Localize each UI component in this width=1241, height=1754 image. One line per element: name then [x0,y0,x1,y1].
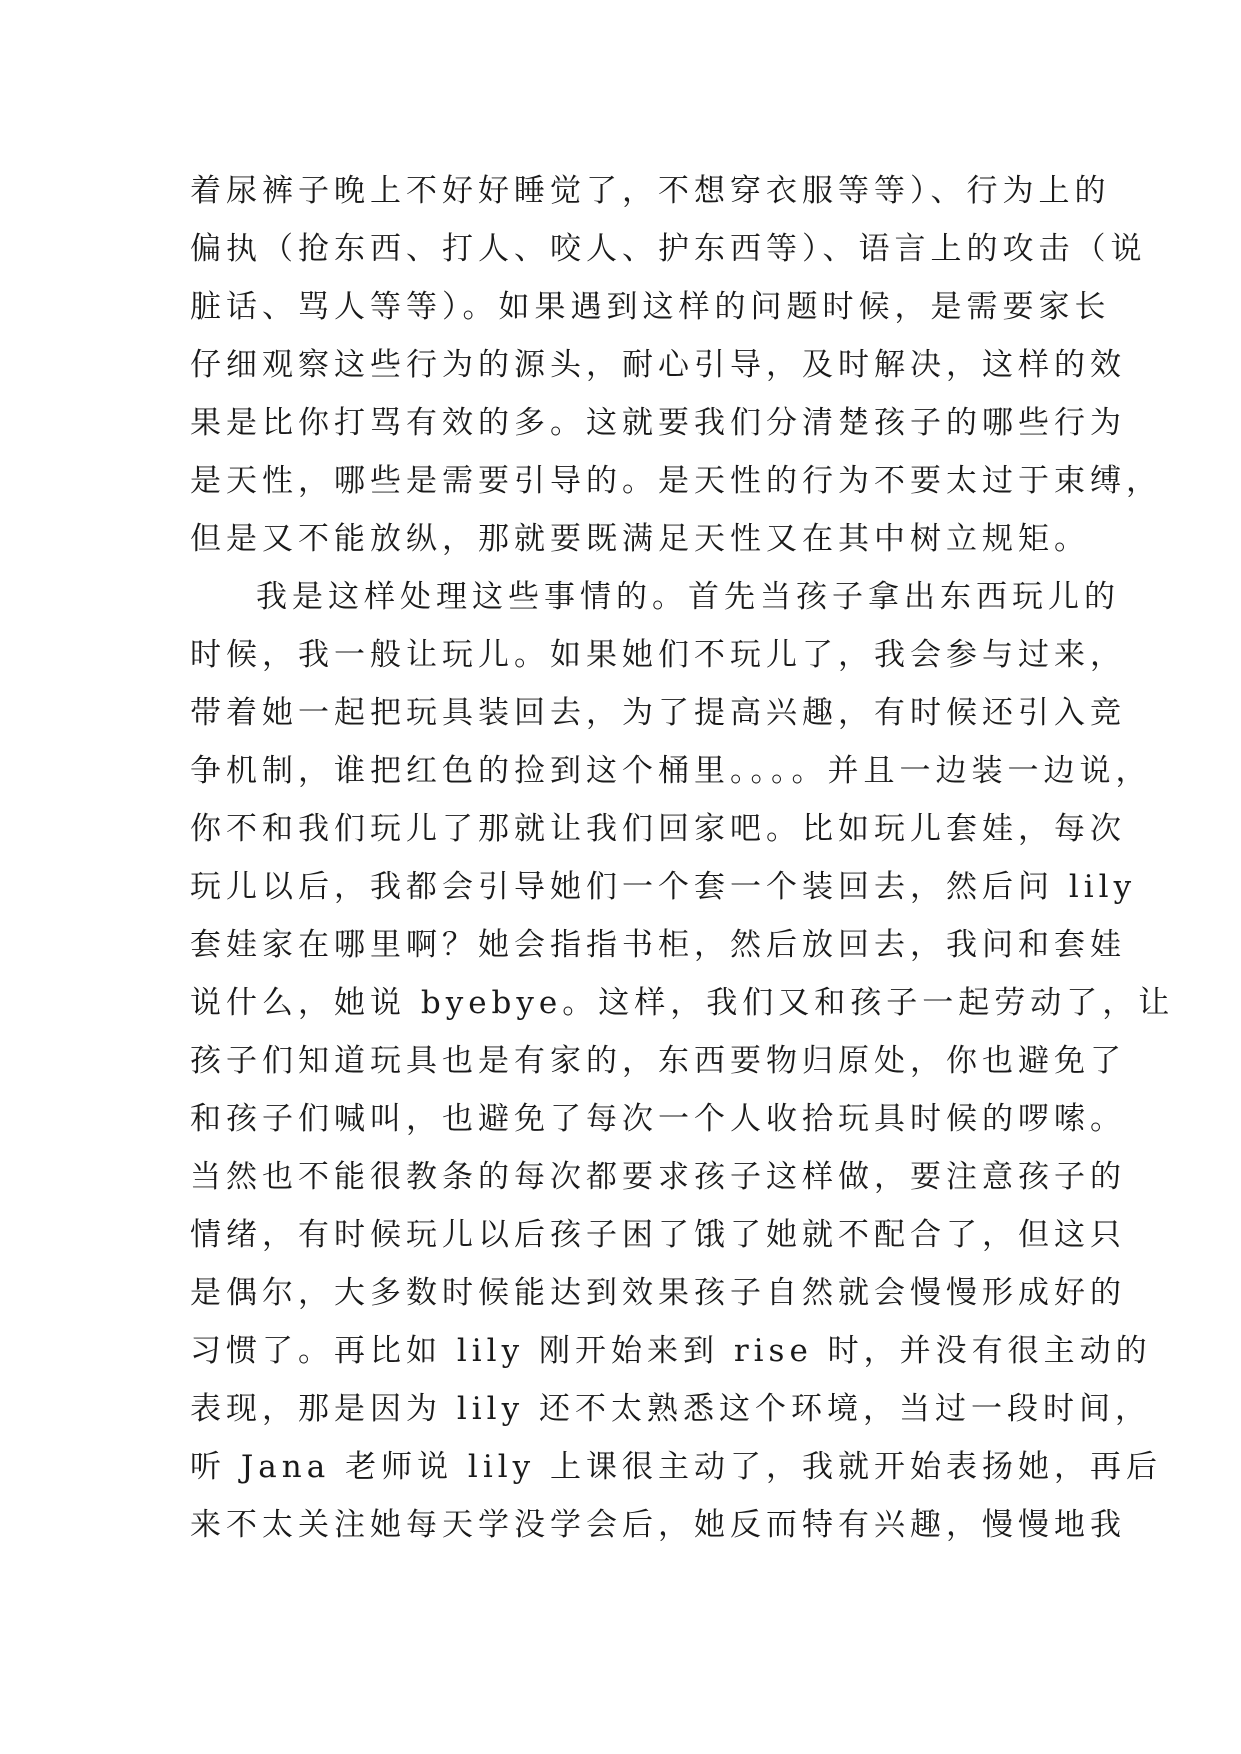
text-line: 套娃家在哪里啊？她会指指书柜，然后放回去，我问和套娃 [190,927,1126,963]
text-line: 情绪，有时候玩儿以后孩子困了饿了她就不配合了，但这只 [190,1217,1126,1253]
body-text [190,162,1175,1554]
text-line: 和孩子们喊叫，也避免了每次一个人收拾玩具时候的啰嗦。 [190,1101,1126,1137]
text-line: 仔细观察这些行为的源头，耐心引导，及时解决，这样的效 [190,347,1126,383]
text-line: 当然也不能很教条的每次都要求孩子这样做，要注意孩子的 [190,1159,1126,1195]
text-line: 玩儿以后，我都会引导她们一个套一个装回去，然后问 lily [190,869,1137,905]
text-line: 听 Jana 老师说 lily 上课很主动了，我就开始表扬她，再后 [190,1449,1163,1485]
text-line: 来不太关注她每天学没学会后，她反而特有兴趣，慢慢地我 [190,1507,1126,1543]
text-line: 争机制，谁把红色的捡到这个桶里。。。。并且一边装一边说， [190,753,1152,789]
text-line: 你不和我们玩儿了那就让我们回家吧。比如玩儿套娃，每次 [190,811,1126,847]
text-line: 说什么，她说 byebye。这样，我们又和孩子一起劳动了，让 [190,985,1175,1021]
text-line: 表现，那是因为 lily 还不太熟悉这个环境，当过一段时间， [190,1391,1151,1427]
text-line: 时候，我一般让玩儿。如果她们不玩儿了，我会参与过来， [190,637,1126,673]
text-line: 孩子们知道玩具也是有家的，东西要物归原处，你也避免了 [190,1043,1126,1079]
text-line: 着尿裤子晚上不好好睡觉了，不想穿衣服等等）、行为上的 [190,173,1111,209]
text-line: 脏话、骂人等等）。如果遇到这样的问题时候，是需要家长 [190,289,1111,325]
text-line: 是偶尔，大多数时候能达到效果孩子自然就会慢慢形成好的 [190,1275,1126,1311]
text-line: 是天性，哪些是需要引导的。是天性的行为不要太过于束缚， [190,463,1162,499]
text-line: 带着她一起把玩具装回去，为了提高兴趣，有时候还引入竞 [190,695,1126,731]
text-line: 偏执（抢东西、打人、咬人、护东西等）、语言上的攻击（说 [190,231,1147,267]
text-line: 果是比你打骂有效的多。这就要我们分清楚孩子的哪些行为 [190,405,1126,441]
paragraph-first-line: 我是这样处理这些事情的。首先当孩子拿出东西玩儿的 [256,579,1120,615]
text-line: 但是又不能放纵，那就要既满足天性又在其中树立规矩。 [190,521,1090,557]
text-line: 习惯了。再比如 lily 刚开始来到 rise 时，并没有很主动的 [190,1333,1152,1369]
